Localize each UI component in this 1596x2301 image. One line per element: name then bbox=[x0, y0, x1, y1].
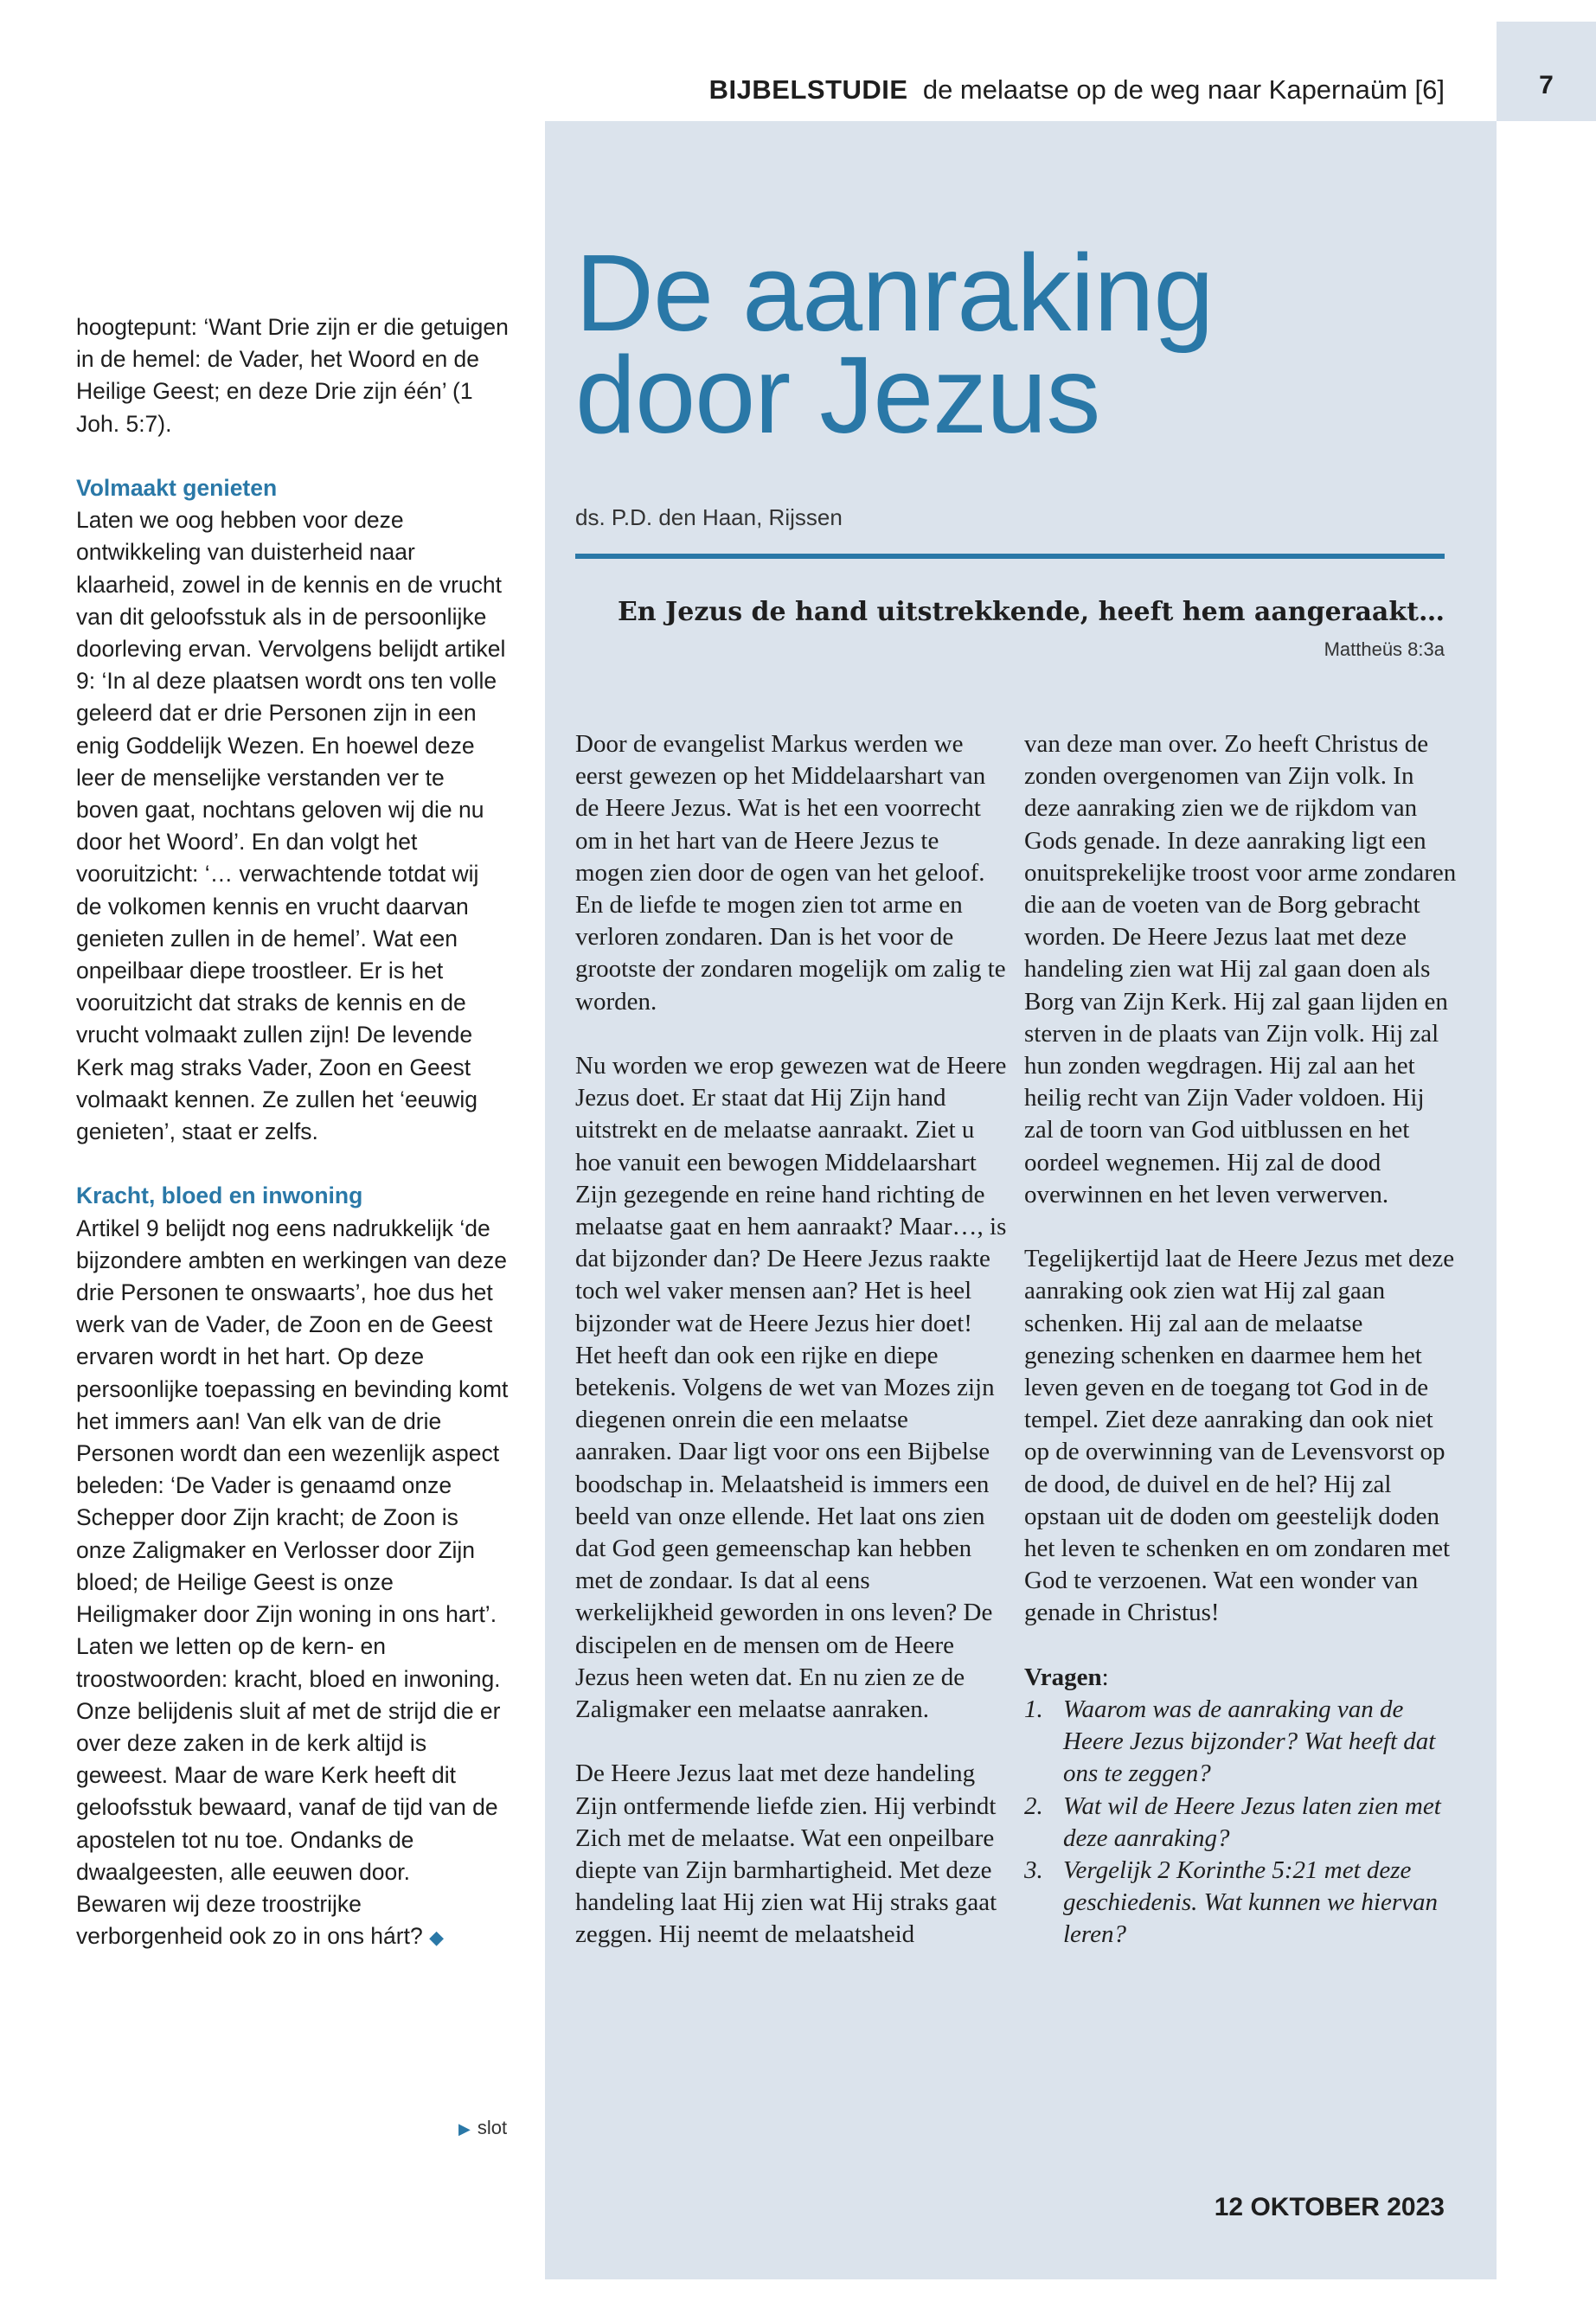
question-number: 1. bbox=[1024, 1695, 1043, 1724]
question-item bbox=[1024, 1694, 1457, 1791]
bible-quote: En Jezus de hand uitstrekkende, heeft hem aangeraakt… bbox=[617, 597, 1445, 627]
slot-marker bbox=[458, 2117, 507, 2139]
middle-paragraph-2: Nu worden we erop gewezen wat de Heere Jezus doet. Er staat dat Hij Zijn hand uitstrekt en de melaatse aanraakt. Ziet u hoe vanuit een bewogen Middelaarshart Zijn gezegende en reine hand richting de melaatse gaat en hem aanraakt? Maar…, is dat bijzonder dan? De Heere Jezus raakte toch wel vaker mensen aan? Het is heel bijzonder wat de Heere Jezus hier doet! Het heeft dan ook een rijke en diepe betekenis. Volgens de wet van Mozes zijn diegenen onrein die een melaatse aanraken. Daar ligt voor ons een Bijbelse boodschap in. Melaatsheid is immers een beeld van onze ellende. Het laat ons zien dat God geen gemeenschap kan hebben met de zondaar. Is dat al eens werkelijkheid geworden in ons leven? De discipelen en de mensen om de Heere Jezus heen weten dat. En nu zien ze de Zaligmaker een melaatse aanraken. bbox=[575, 1052, 1007, 1724]
right-paragraph-2: Tegelijkertijd laat de Heere Jezus met deze aanraking ook zien wat Hij zal gaan schenken. Hij zal aan de melaatse genezing schenken en daarmee hem het leven geven en de toegang tot God in de tempel. Ziet deze aanraking dan ook niet op de overwinning van de Levensvorst op de dood, de duivel en de hel? Hij zal opstaan uit de doden om geestelijk doden het leven te schenken en om zondaren met God te verzoenen. Wat een wonder van genade in Christus! bbox=[1024, 1245, 1455, 1627]
left-paragraph-4-wrap bbox=[76, 1888, 509, 1953]
article-title bbox=[575, 232, 1214, 456]
issue-date: 12 OKTOBER 2023 bbox=[1214, 2193, 1445, 2221]
question-number: 3. bbox=[1024, 1856, 1043, 1885]
title-divider bbox=[575, 554, 1445, 559]
questions-list bbox=[1024, 1694, 1457, 1952]
left-paragraph-1: Laten we oog hebben voor deze ontwikkeling van duisterheid naar klaarheid, zowel in de kennis en de vrucht van dit geloofsstuk als in de persoonlijke doorleving ervan. Vervolgens belijdt artikel 9: ‘In al deze plaatsen wordt ons ten volle geleerd dat er drie Personen zijn in een enig Goddelijk Wezen. En hoewel deze leer de menselijke verstanden ver te boven gaat, nochtans geloven wij die nu door het Woord’. En dan volgt het vooruitzicht: ‘… verwachtende totdat wij de volkomen kennis en vrucht daarvan genieten zullen in de hemel’. Wat een onpeilbaar diepe troostleer. Er is het vooruitzicht dat straks de kennis en de vrucht volmaakt zullen zijn! De levende Kerk mag straks Vader, Zoon en Geest volmaakt kennen. Ze zullen het ‘eeuwig genieten’, staat er zelfs. bbox=[76, 507, 506, 1145]
right-column bbox=[1024, 728, 1457, 1952]
subheading-volmaakt-genieten: Volmaakt genieten bbox=[76, 475, 278, 501]
page-number: 7 bbox=[1539, 71, 1554, 99]
article-title-line2: door Jezus bbox=[575, 334, 1100, 456]
question-text: Wat wil de Heere Jezus laten zien met deze aanraking? bbox=[1063, 1791, 1441, 1852]
question-number: 2. bbox=[1024, 1791, 1043, 1820]
left-paragraph-3: Onze belijdenis sluit af met de strijd die er over deze zaken in de kerk altijd is geweest. Maar de ware Kerk heeft dit geloofsstuk bewaard, vanaf de tijd van de apostelen tot nu toe. Ondanks de dwaalgeesten, alle eeuwen door. bbox=[76, 1697, 501, 1885]
header-section: BIJBELSTUDIE bbox=[708, 74, 908, 105]
article-author: ds. P.D. den Haan, Rijssen bbox=[575, 504, 843, 530]
questions-label: Vragen bbox=[1024, 1663, 1102, 1691]
left-intro-paragraph: hoogtepunt: ‘Want Drie zijn er die getuigen in de hemel: de Vader, het Woord en de Heilige Geest; en deze Drie zijn één’ (1 Joh. 5:7). bbox=[76, 314, 509, 437]
bible-quote-reference: Mattheüs 8:3a bbox=[1324, 638, 1445, 660]
end-mark-diamond-icon: ◆ bbox=[429, 1926, 445, 1949]
question-text: Vergelijk 2 Korinthe 5:21 met deze geschiedenis. Wat kunnen we hiervan leren? bbox=[1063, 1856, 1439, 1949]
right-paragraph-1: van deze man over. Zo heeft Christus de zonden overgenomen van Zijn volk. In deze aanraking zien we de rijkdom van Gods genade. In deze aanraking ligt een onuitsprekelijke troost voor arme zondaren die aan de voeten van de Borg gebracht worden. De Heere Jezus laat met deze handeling zien wat Hij zal gaan doen als Borg van Zijn Kerk. Hij zal gaan lijden en sterven in de plaats van Zijn volk. Hij zal hun zonden wegdragen. Hij zal aan het heilig recht van Zijn Vader voldoen. Hij zal de toorn van God uitblussen en het oordeel wegnemen. Hij zal de dood overwinnen en het leven verwerven. bbox=[1024, 730, 1457, 1208]
middle-paragraph-3: De Heere Jezus laat met deze handeling Zijn ontfermende liefde zien. Hij verbindt Zich met de melaatse. Wat een onpeilbare diepte van Zijn barmhartigheid. Met deze handeling laat Hij zien wat Hij straks gaat zeggen. Hij neemt de melaatsheid bbox=[575, 1759, 997, 1949]
questions-heading: Vragen: bbox=[1024, 1663, 1109, 1691]
question-item bbox=[1024, 1855, 1457, 1952]
triangle-right-icon: ▶ bbox=[458, 2120, 471, 2138]
left-column bbox=[76, 311, 509, 1953]
subheading-kracht-bloed-inwoning: Kracht, bloed en inwoning bbox=[76, 1183, 363, 1209]
question-text: Waarom was de aanraking van de Heere Jezus bijzonder? Wat heeft dat ons te zeggen? bbox=[1063, 1695, 1436, 1788]
middle-column bbox=[575, 728, 1008, 1952]
header-subtitle: de melaatse op de weg naar Kapernaüm [6] bbox=[922, 74, 1445, 105]
question-item bbox=[1024, 1791, 1457, 1855]
article-title-line1: De aanraking bbox=[575, 232, 1214, 354]
left-paragraph-4: Bewaren wij deze troostrijke verborgenheid ook zo in ons hárt? bbox=[76, 1890, 423, 1950]
slot-label: slot bbox=[477, 2117, 508, 2138]
left-paragraph-2: Artikel 9 belijdt nog eens nadrukkelijk ‘de bijzondere ambten en werkingen van deze drie Personen te onswaarts’, hoe dus het werk van de Vader, de Zoon en de Geest ervaren wordt in het hart. Op deze persoonlijke toepassing en bevinding komt het immers aan! Van elk van de drie Personen wordt dan een wezenlijk aspect beleden: ‘De Vader is genaamd onze Schepper door Zijn kracht; de Zoon is onze Zaligmaker en Verlosser door Zijn bloed; de Heilige Geest is onze Heiligmaker door Zijn woning in ons hart’. Laten we letten op de kern- en troostwoorden: kracht, bloed en inwoning. bbox=[76, 1215, 509, 1692]
middle-paragraph-1: Door de evangelist Markus werden we eerst gewezen op het Middelaarshart van de Heere Jezus. Wat is het een voorrecht om in het hart van de Heere Jezus te mogen zien door de ogen van het geloof. En de liefde te mogen zien tot arme en verloren zondaren. Dan is het voor de grootste der zondaren mogelijk om zalig te worden. bbox=[575, 730, 1006, 1016]
running-header bbox=[545, 74, 1445, 106]
